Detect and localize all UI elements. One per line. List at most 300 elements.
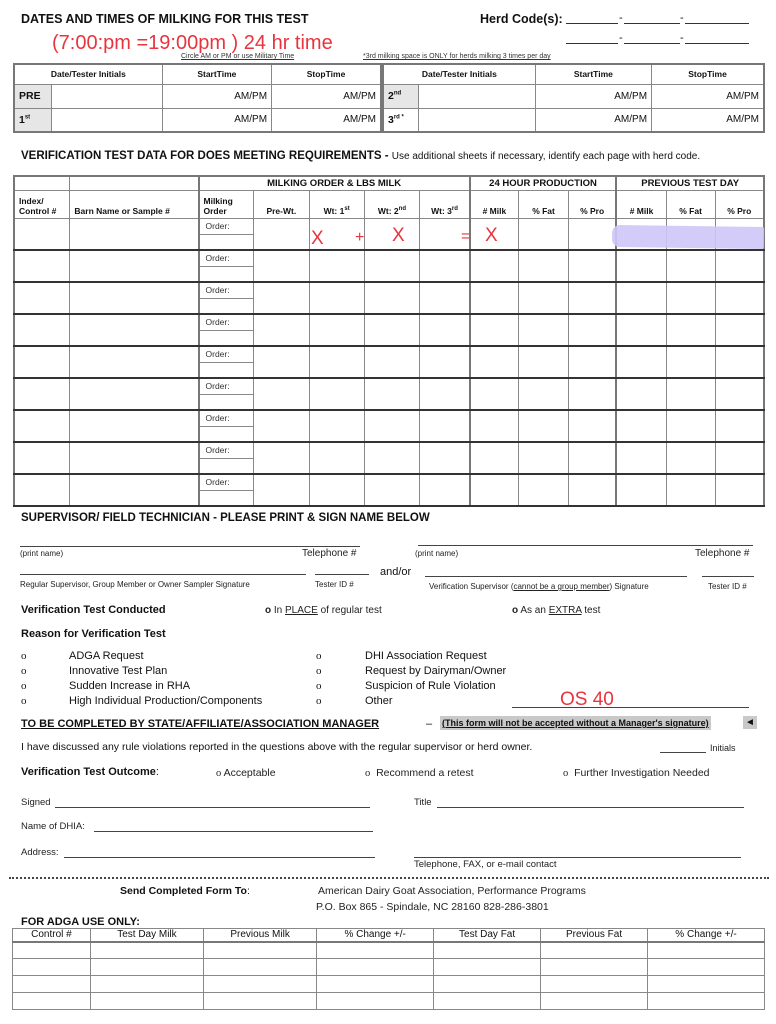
adga-use-table <box>12 928 765 1010</box>
milking-order-cell[interactable] <box>199 410 254 442</box>
milk-prev-input[interactable] <box>616 250 666 282</box>
col-prev-milk: # Milk <box>616 190 666 218</box>
adga-cell-input[interactable] <box>434 993 541 1010</box>
herd-code-field-2c[interactable] <box>685 32 749 44</box>
contact-line[interactable] <box>414 857 741 858</box>
verification-row <box>14 442 764 474</box>
milk-24hr-input[interactable] <box>470 410 519 442</box>
verification-print-name-line[interactable] <box>418 545 753 546</box>
fat-24hr-input[interactable] <box>519 474 569 506</box>
checkbox-bullet[interactable]: o <box>21 665 27 677</box>
adga-cell-input[interactable] <box>90 993 203 1010</box>
adga-cell-input[interactable] <box>13 959 91 976</box>
barn-name-input[interactable] <box>70 442 199 474</box>
reason-dairyman-request[interactable]: Request by Dairyman/Owner <box>365 665 507 677</box>
wt-1st-input[interactable] <box>309 346 364 378</box>
contact-label: Telephone, FAX, or e-mail contact <box>414 859 557 870</box>
adga-cell-input[interactable] <box>317 942 434 959</box>
header-start-time: StartTime <box>162 64 271 84</box>
regular-signature-label: Regular Supervisor, Group Member or Owner Sampler Signature <box>20 580 250 589</box>
tester-id-line[interactable] <box>315 574 369 575</box>
print-name-label: (print name) <box>415 549 459 558</box>
wt-1st-input[interactable] <box>309 474 364 506</box>
adga-cell-input[interactable] <box>204 959 317 976</box>
supervisor-section-title: SUPERVISOR/ FIELD TECHNICIAN - PLEASE PRINT & SIGN NAME BELOW <box>21 512 430 524</box>
barn-name-input[interactable] <box>70 282 199 314</box>
pro-prev-input[interactable] <box>715 410 764 442</box>
checkbox-bullet[interactable]: o <box>316 650 322 662</box>
index-control-input[interactable] <box>14 346 70 378</box>
pro-24hr-input[interactable] <box>568 474 616 506</box>
start-time-input[interactable]: AM/PM <box>162 84 271 108</box>
send-address-line1: American Dairy Goat Association, Performance Programs <box>318 885 586 897</box>
adga-col-previous-fat: Previous Fat <box>541 929 648 942</box>
third-milking-note: *3rd milking space is ONLY for herds milking 3 times per day <box>363 53 551 60</box>
adga-cell-input[interactable] <box>541 993 648 1010</box>
wt-3rd-input[interactable] <box>420 346 470 378</box>
wt-3rd-input[interactable] <box>420 314 470 346</box>
milk-24hr-input[interactable] <box>470 282 519 314</box>
fat-24hr-input[interactable] <box>519 314 569 346</box>
reason-label: Reason for Verification Test <box>21 628 166 640</box>
fat-prev-input[interactable] <box>666 378 715 410</box>
adga-cell-input[interactable] <box>648 976 765 993</box>
time-row-1st <box>14 108 381 132</box>
milk-24hr-input[interactable] <box>470 474 519 506</box>
left-arrow-icon: ◄ <box>745 717 755 728</box>
index-control-input[interactable] <box>14 218 70 250</box>
herd-code-field-1c[interactable] <box>685 12 749 24</box>
adga-cell-input[interactable] <box>434 942 541 959</box>
title-label: Title <box>414 797 432 808</box>
milking-order-cell[interactable] <box>199 282 254 314</box>
milking-order-cell[interactable] <box>199 250 254 282</box>
milk-prev-input[interactable] <box>616 282 666 314</box>
milk-24hr-input[interactable] <box>470 442 519 474</box>
highlighter-stroke-previous-test <box>612 225 764 249</box>
col-index-control: Index/ Control # <box>14 190 70 218</box>
handwritten-x-wt2: X <box>392 225 405 246</box>
adga-cell-input[interactable] <box>434 976 541 993</box>
adga-cell-input[interactable] <box>13 976 91 993</box>
handwritten-x-wt1: X <box>311 228 324 249</box>
verification-row <box>14 378 764 410</box>
verification-row <box>14 474 764 506</box>
pre-wt-input[interactable] <box>253 314 309 346</box>
milk-24hr-input[interactable] <box>470 250 519 282</box>
wt-3rd-input[interactable] <box>420 410 470 442</box>
wt-3rd-input[interactable] <box>420 282 470 314</box>
fat-24hr-input[interactable] <box>519 442 569 474</box>
index-control-input[interactable] <box>14 442 70 474</box>
wt-3rd-input[interactable] <box>420 442 470 474</box>
wt-2nd-input[interactable] <box>364 378 420 410</box>
handwritten-time-note: (7:00:pm =19:00pm ) 24 hr time <box>52 32 333 54</box>
adga-col-control: Control # <box>13 929 91 942</box>
verification-subtitle: Use additional sheets if necessary, identify each page with herd code. <box>391 151 701 162</box>
adga-cell-input[interactable] <box>317 993 434 1010</box>
col-prev-pro: % Pro <box>715 190 764 218</box>
col-barn-name: Barn Name or Sample # <box>70 190 199 218</box>
title-line[interactable] <box>437 807 744 808</box>
herd-code-field-1b[interactable] <box>624 12 680 24</box>
verification-row <box>14 282 764 314</box>
milk-prev-input[interactable] <box>616 378 666 410</box>
verification-row <box>14 250 764 282</box>
pro-24hr-input[interactable] <box>568 378 616 410</box>
barn-name-input[interactable] <box>70 410 199 442</box>
col-wt-3rd: Wt: 3rd <box>420 190 470 218</box>
checkbox-bullet[interactable]: o <box>316 695 322 707</box>
radio-bullet: o <box>265 605 272 616</box>
pro-prev-input[interactable] <box>715 474 764 506</box>
fat-prev-input[interactable] <box>666 282 715 314</box>
index-control-input[interactable] <box>14 474 70 506</box>
wt-2nd-input[interactable] <box>364 282 420 314</box>
option-extra[interactable]: o As an EXTRA test <box>512 605 601 616</box>
start-time-input[interactable]: AM/PM <box>162 108 271 132</box>
tester-id-label: Tester ID # <box>708 582 747 591</box>
pro-24hr-input[interactable] <box>568 442 616 474</box>
wt-3rd-input[interactable] <box>420 250 470 282</box>
herd-code-separator: - <box>680 32 684 44</box>
adga-cell-input[interactable] <box>541 942 648 959</box>
wt-1st-input[interactable] <box>309 378 364 410</box>
herd-code-field-2b[interactable] <box>624 32 680 44</box>
group-milking-order: MILKING ORDER & LBS MILK <box>199 176 470 190</box>
milking-order-cell[interactable] <box>199 218 254 250</box>
manager-signature-warning: (This form will not be accepted without a Manager's signature) <box>442 718 709 728</box>
milk-prev-input[interactable] <box>616 314 666 346</box>
handwritten-equals: = <box>461 228 471 245</box>
address-label: Address: <box>21 847 59 858</box>
row-label-2nd: 2nd <box>383 84 419 108</box>
fat-prev-input[interactable] <box>666 250 715 282</box>
date-tester-input[interactable] <box>419 108 535 132</box>
pro-24hr-input[interactable] <box>568 282 616 314</box>
pro-24hr-input[interactable] <box>568 410 616 442</box>
checkbox-bullet[interactable]: o <box>21 695 27 707</box>
reason-other[interactable]: Other <box>365 695 393 707</box>
reason-dhi-request[interactable]: DHI Association Request <box>365 650 487 662</box>
milking-order-cell[interactable] <box>199 314 254 346</box>
row-label-3rd: $3^{rd *}$ <box>383 108 419 132</box>
wt-2nd-input[interactable] <box>364 442 420 474</box>
initials-label: Initials <box>710 743 736 753</box>
dhia-line[interactable] <box>94 831 373 832</box>
verification-row <box>14 346 764 378</box>
circle-ampm-note: Circle AM or PM or use Military Time <box>181 53 295 60</box>
group-previous-test-day: PREVIOUS TEST DAY <box>616 176 764 190</box>
header-stop-time: StopTime <box>652 64 764 84</box>
adga-cell-input[interactable] <box>204 993 317 1010</box>
handwritten-x-milk: X <box>485 225 498 246</box>
index-control-input[interactable] <box>14 314 70 346</box>
fat-24hr-input[interactable] <box>519 282 569 314</box>
start-time-input[interactable]: AM/PM <box>535 108 651 132</box>
index-control-input[interactable] <box>14 378 70 410</box>
and-or-label: and/or <box>380 566 412 578</box>
reason-sudden-increase[interactable]: Sudden Increase in RHA <box>69 680 191 692</box>
group-24-hour-production: 24 HOUR PRODUCTION <box>470 176 617 190</box>
wt-1st-input[interactable] <box>309 314 364 346</box>
row-label-pre: PRE <box>14 84 52 108</box>
header-stop-time: StopTime <box>272 64 381 84</box>
outcome-label: Verification Test Outcome: <box>21 766 159 778</box>
header-start-time: StartTime <box>535 64 651 84</box>
fat-prev-input[interactable] <box>666 346 715 378</box>
milking-times-table-right <box>382 63 765 133</box>
wt-3rd-input[interactable] <box>420 378 470 410</box>
manager-dash: – <box>426 718 433 730</box>
reason-high-production[interactable]: High Individual Production/Components <box>69 695 263 707</box>
milking-times-table-left <box>13 63 382 133</box>
col-24hr-milk: # Milk <box>470 190 519 218</box>
milking-order-cell[interactable] <box>199 474 254 506</box>
herd-code-field-2a[interactable] <box>566 32 618 44</box>
outcome-further-investigation[interactable]: o Further Investigation Needed <box>563 767 710 779</box>
order-label: Order: <box>200 475 253 491</box>
signed-line[interactable] <box>55 807 370 808</box>
pro-prev-input[interactable] <box>715 282 764 314</box>
send-to-label: Send Completed Form To: <box>120 885 250 897</box>
stop-time-input[interactable]: AM/PM <box>652 84 764 108</box>
signed-label: Signed <box>21 797 51 808</box>
pro-24hr-input[interactable] <box>568 346 616 378</box>
time-row-3rd <box>383 108 764 132</box>
fat-24hr-input[interactable] <box>519 378 569 410</box>
wt-1st-input[interactable] <box>309 410 364 442</box>
wt-2nd-input[interactable] <box>364 474 420 506</box>
barn-name-input[interactable] <box>70 346 199 378</box>
verification-row <box>14 410 764 442</box>
pro-prev-input[interactable] <box>715 314 764 346</box>
milking-order-cell[interactable] <box>199 346 254 378</box>
regular-signature-line[interactable] <box>20 574 306 575</box>
reason-innovative-plan[interactable]: Innovative Test Plan <box>69 665 168 677</box>
stop-time-input[interactable]: AM/PM <box>652 108 764 132</box>
adga-row <box>13 959 765 976</box>
checkbox-bullet[interactable]: o <box>316 665 322 677</box>
pre-wt-input[interactable] <box>253 282 309 314</box>
checkbox-bullet[interactable]: o <box>21 650 27 662</box>
col-24hr-pro: % Pro <box>568 190 616 218</box>
fat-prev-input[interactable] <box>666 314 715 346</box>
milk-24hr-input[interactable] <box>470 378 519 410</box>
pro-prev-input[interactable] <box>715 378 764 410</box>
barn-name-input[interactable] <box>70 474 199 506</box>
verification-signature-label: Verification Supervisor (cannot be a group member) Signature <box>429 582 649 591</box>
option-in-place[interactable]: o In PLACE of regular test <box>265 605 382 616</box>
adga-cell-input[interactable] <box>541 959 648 976</box>
send-address-line2: P.O. Box 865 - Spindale, NC 28160 828-286-3801 <box>316 901 549 913</box>
pro-prev-input[interactable] <box>715 442 764 474</box>
adga-col-previous-milk: Previous Milk <box>204 929 317 942</box>
checkbox-bullet[interactable]: o <box>316 680 322 692</box>
herd-code-separator: - <box>619 32 623 44</box>
date-tester-input[interactable] <box>52 108 162 132</box>
wt-3rd-input[interactable] <box>420 474 470 506</box>
order-label: Order: <box>200 251 253 267</box>
milk-24hr-input[interactable] <box>470 346 519 378</box>
stop-time-input[interactable]: AM/PM <box>272 108 381 132</box>
telephone-label: Telephone # <box>302 548 357 559</box>
verification-title-text: VERIFICATION TEST DATA FOR DOES MEETING REQUIREMENTS - <box>21 150 389 162</box>
barn-name-input[interactable] <box>70 218 199 250</box>
header-date-tester: Date/Tester Initials <box>14 64 162 84</box>
fat-24hr-input[interactable] <box>519 250 569 282</box>
time-row-pre <box>14 84 381 108</box>
adga-col-test-day-fat: Test Day Fat <box>434 929 541 942</box>
manager-statement: I have discussed any rule violations reported in the questions above with the regular supervisor or herd owner. <box>21 741 533 753</box>
order-label: Order: <box>200 283 253 299</box>
pre-wt-input[interactable] <box>253 250 309 282</box>
dhia-label: Name of DHIA: <box>21 821 85 832</box>
adga-cell-input[interactable] <box>434 959 541 976</box>
milk-prev-input[interactable] <box>616 410 666 442</box>
wt-2nd-input[interactable] <box>364 314 420 346</box>
tester-id-line[interactable] <box>702 576 754 577</box>
col-wt-2nd: Wt: 2nd <box>364 190 420 218</box>
fat-24hr-input[interactable] <box>519 218 569 250</box>
col-pre-wt: Pre-Wt. <box>253 190 309 218</box>
order-label: Order: <box>200 379 253 395</box>
verification-signature-line[interactable] <box>425 576 687 577</box>
reason-adga-request[interactable]: ADGA Request <box>69 650 144 662</box>
herd-code-label: Herd Code(s): <box>480 12 563 26</box>
test-conducted-label: Verification Test Conducted <box>21 604 166 616</box>
order-label: Order: <box>200 347 253 363</box>
adga-row <box>13 976 765 993</box>
adga-row <box>13 993 765 1010</box>
pre-wt-input[interactable] <box>253 442 309 474</box>
wt-1st-input[interactable] <box>309 282 364 314</box>
wt-2nd-input[interactable] <box>364 410 420 442</box>
print-name-label: (print name) <box>20 549 64 558</box>
cut-line-divider <box>9 877 769 879</box>
adga-cell-input[interactable] <box>541 976 648 993</box>
blank-group-cell <box>70 176 199 190</box>
pro-24hr-input[interactable] <box>568 218 616 250</box>
adga-cell-input[interactable] <box>204 942 317 959</box>
milking-order-cell[interactable] <box>199 442 254 474</box>
order-label: Order: <box>200 219 253 235</box>
outcome-acceptable[interactable]: o Acceptable <box>216 767 276 779</box>
adga-row <box>13 942 765 959</box>
blank-group-cell <box>14 176 70 190</box>
fat-prev-input[interactable] <box>666 410 715 442</box>
start-time-input[interactable]: AM/PM <box>535 84 651 108</box>
barn-name-input[interactable] <box>70 314 199 346</box>
fat-prev-input[interactable] <box>666 442 715 474</box>
fat-24hr-input[interactable] <box>519 346 569 378</box>
milk-prev-input[interactable] <box>616 442 666 474</box>
herd-code-separator: - <box>619 12 623 24</box>
wt-2nd-input[interactable] <box>364 250 420 282</box>
radio-bullet: o <box>512 605 519 616</box>
pro-prev-input[interactable] <box>715 346 764 378</box>
stop-time-input[interactable]: AM/PM <box>272 84 381 108</box>
checkbox-bullet[interactable]: o <box>21 680 27 692</box>
adga-cell-input[interactable] <box>90 942 203 959</box>
barn-name-input[interactable] <box>70 378 199 410</box>
adga-col-change-milk: % Change +/- <box>317 929 434 942</box>
milk-24hr-input[interactable] <box>470 314 519 346</box>
verification-row <box>14 314 764 346</box>
reason-rule-violation[interactable]: Suspicion of Rule Violation <box>365 680 496 692</box>
adga-cell-input[interactable] <box>90 976 203 993</box>
supervisor-print-name-line[interactable] <box>20 546 360 547</box>
index-control-input[interactable] <box>14 282 70 314</box>
order-label: Order: <box>200 315 253 331</box>
time-row-2nd <box>383 84 764 108</box>
other-reason-line[interactable] <box>512 707 749 708</box>
adga-cell-input[interactable] <box>648 959 765 976</box>
adga-cell-input[interactable] <box>90 959 203 976</box>
order-label: Order: <box>200 443 253 459</box>
pre-wt-input[interactable] <box>253 218 309 250</box>
wt-2nd-input[interactable] <box>364 346 420 378</box>
col-prev-fat: % Fat <box>666 190 715 218</box>
pre-wt-input[interactable] <box>253 410 309 442</box>
manager-section-title: TO BE COMPLETED BY STATE/AFFILIATE/ASSOCIATION MANAGER <box>21 718 380 730</box>
pre-wt-input[interactable] <box>253 378 309 410</box>
adga-cell-input[interactable] <box>648 993 765 1010</box>
col-24hr-fat: % Fat <box>519 190 569 218</box>
row-label-1st: 1st <box>14 108 52 132</box>
pro-24hr-input[interactable] <box>568 250 616 282</box>
adga-cell-input[interactable] <box>204 976 317 993</box>
pro-prev-input[interactable] <box>715 250 764 282</box>
wt-1st-input[interactable] <box>309 442 364 474</box>
outcome-retest[interactable]: o Recommend a retest <box>365 767 474 779</box>
adga-cell-input[interactable] <box>317 976 434 993</box>
adga-cell-input[interactable] <box>317 959 434 976</box>
barn-name-input[interactable] <box>70 250 199 282</box>
date-tester-input[interactable] <box>419 84 535 108</box>
herd-code-field-1a[interactable] <box>566 12 618 24</box>
index-control-input[interactable] <box>14 410 70 442</box>
verification-section-title <box>21 150 700 162</box>
adga-cell-input[interactable] <box>648 942 765 959</box>
handwritten-plus: + <box>355 229 365 246</box>
tester-id-label: Tester ID # <box>315 580 354 589</box>
fat-prev-input[interactable] <box>666 474 715 506</box>
pre-wt-input[interactable] <box>253 346 309 378</box>
initials-line[interactable] <box>660 752 706 753</box>
milk-prev-input[interactable] <box>616 346 666 378</box>
col-milking-order: Milking Order <box>199 190 254 218</box>
herd-code-separator: - <box>680 12 684 24</box>
adga-cell-input[interactable] <box>13 993 91 1010</box>
milking-order-cell[interactable] <box>199 378 254 410</box>
adga-use-only-title: FOR ADGA USE ONLY: <box>21 916 140 928</box>
pre-wt-input[interactable] <box>253 474 309 506</box>
adga-col-change-fat: % Change +/- <box>648 929 765 942</box>
milk-prev-input[interactable] <box>616 474 666 506</box>
order-label: Order: <box>200 411 253 427</box>
adga-cell-input[interactable] <box>13 942 91 959</box>
index-control-input[interactable] <box>14 250 70 282</box>
address-line[interactable] <box>64 857 375 858</box>
wt-1st-input[interactable] <box>309 250 364 282</box>
fat-24hr-input[interactable] <box>519 410 569 442</box>
col-wt-1st: Wt: 1st <box>309 190 364 218</box>
date-tester-input[interactable] <box>52 84 162 108</box>
header-date-tester: Date/Tester Initials <box>383 64 535 84</box>
adga-col-test-day-milk: Test Day Milk <box>90 929 203 942</box>
pro-24hr-input[interactable] <box>568 314 616 346</box>
